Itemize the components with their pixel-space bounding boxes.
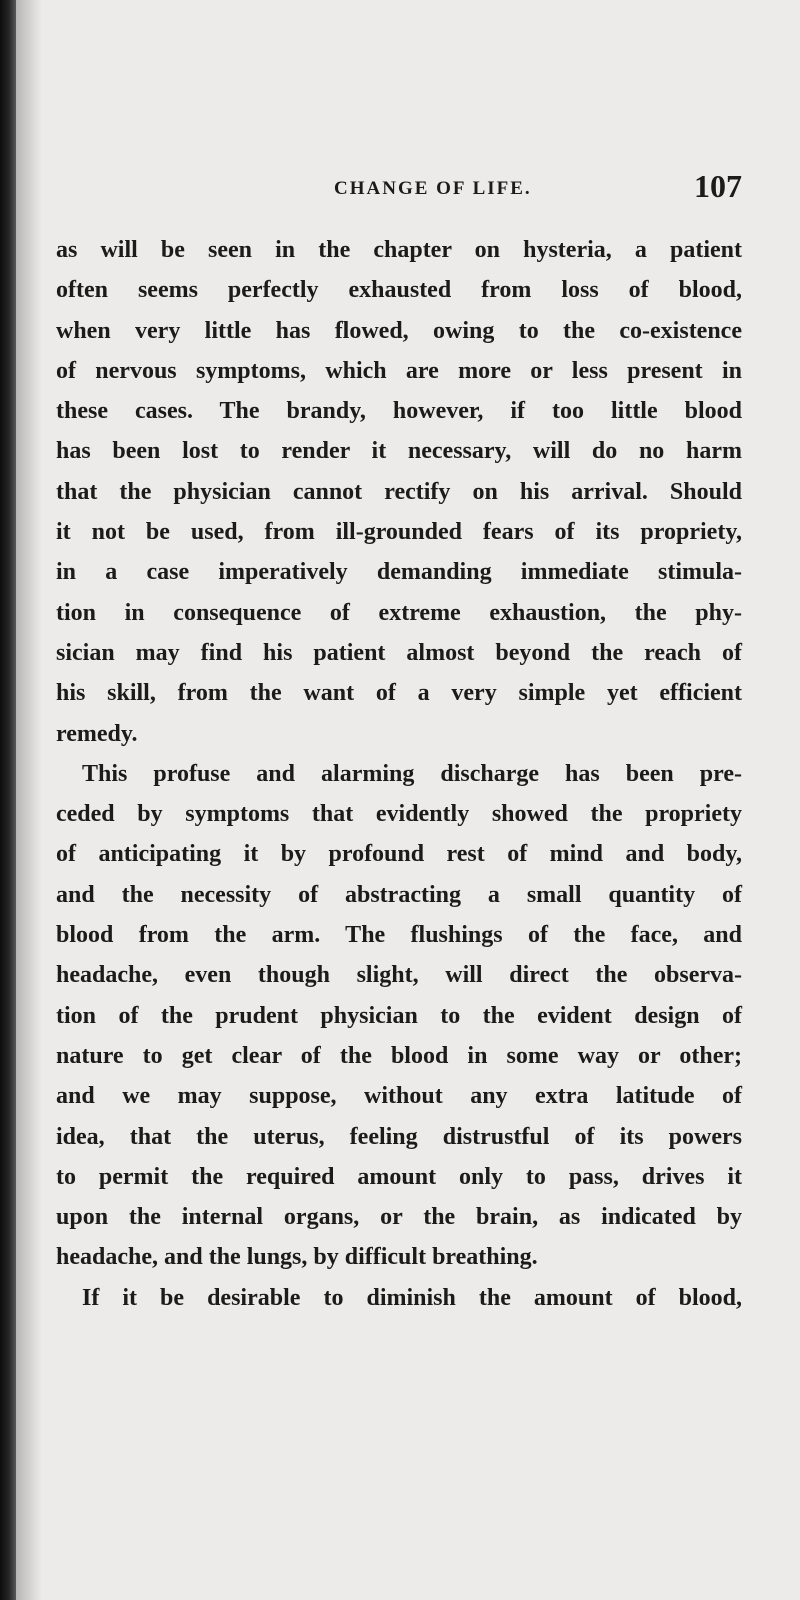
text-line: tion in consequence of extreme exhaustion, the phy- [56,599,742,626]
text-line: when very little has flowed, owing to the co-existence [56,317,742,344]
text-line: headache, even though slight, will direct the observa- [56,962,742,989]
text-line: of nervous symptoms, which are more or less present in [56,357,742,384]
text-line: headache, and the lungs, by difficult breathing. [56,1244,538,1271]
text-line: that the physician cannot rectify on his arrival. Should [56,478,742,505]
text-line: idea, that the uterus, feeling distrustful of its powers [56,1123,742,1150]
text-line: tion of the prudent physician to the evident design of [56,1002,742,1029]
text-line: This profuse and alarming discharge has been pre- [82,760,742,787]
text-line: and we may suppose, without any extra latitude of [56,1083,742,1110]
text-line: sician may find his patient almost beyond the reach of [56,639,742,666]
text-line: as will be seen in the chapter on hysteria, a patient [56,237,742,263]
body-text [56,230,742,1318]
text-line: often seems perfectly exhausted from loss of blood, [56,277,742,304]
text-line: his skill, from the want of a very simple yet efficient [56,680,742,707]
text-line: upon the internal organs, or the brain, as indicated by [56,1204,742,1231]
text-line: these cases. The brandy, however, if too little blood [56,398,742,425]
paragraph [56,754,742,1278]
text-line: has been lost to render it necessary, will do no harm [56,438,742,465]
page-number: 107 [694,168,742,204]
text-line: ceded by symptoms that evidently showed the propriety [56,801,742,828]
text-line: If it be desirable to diminish the amount of blood, [82,1284,742,1311]
text-line: blood from the arm. The flushings of the face, and [56,922,742,949]
text-line: in a case imperatively demanding immediate stimula- [56,559,742,586]
running-title: CHANGE OF LIFE. [334,178,532,199]
text-line: and the necessity of abstracting a small quantity of [56,881,742,908]
text-line: of anticipating it by profound rest of mind and body, [56,841,742,868]
text-line: to permit the required amount only to pass, drives it [56,1163,742,1190]
paragraph [56,230,742,754]
running-header [56,168,742,208]
text-line: nature to get clear of the blood in some way or other; [56,1042,742,1069]
text-line: it not be used, from ill-grounded fears of its propriety, [56,519,742,546]
text-line: remedy. [56,720,138,747]
paragraph [56,1278,742,1318]
